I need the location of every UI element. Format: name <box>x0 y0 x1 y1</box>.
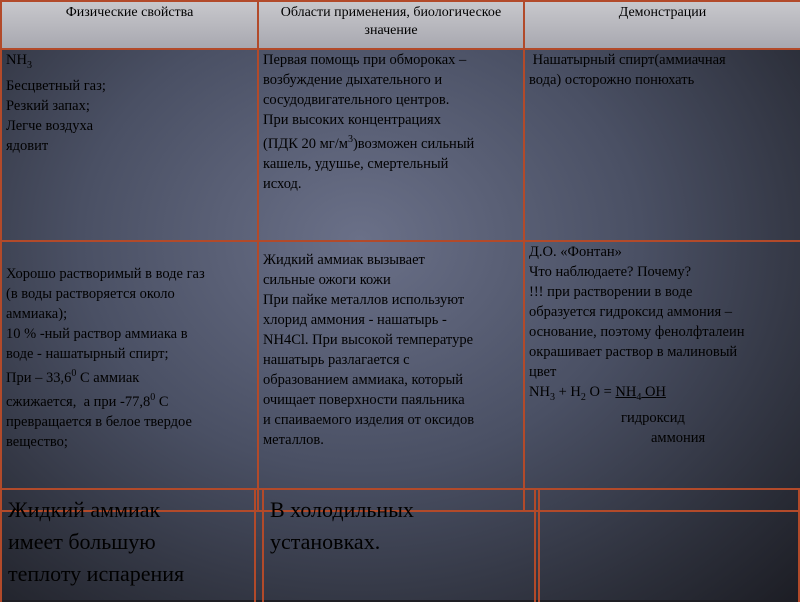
equation-label: аммония <box>651 429 706 446</box>
header-applications: Области применения, биологическое значение <box>258 1 524 49</box>
text-line: сильные ожоги кожи <box>263 272 391 288</box>
formula-nh3: $NH_3$ <box>6 52 32 71</box>
text-line: нашатырь разлагается с <box>263 352 410 368</box>
text-line: Что наблюдаете? Почему? <box>529 264 692 280</box>
cell-applications-1 <box>258 49 524 241</box>
text-line: Жидкий аммиак вызывает <box>263 252 425 268</box>
text-line: При высоких концентрациях <box>263 112 441 128</box>
temperature-line: сжижается, а при -77,8$^0$ С <box>6 391 169 410</box>
text-line: вещество; <box>6 433 68 450</box>
text-line: цвет <box>529 364 557 380</box>
text-line: кашель, удушье, смертельный <box>263 155 449 172</box>
cell-demonstrations-2 <box>524 241 800 511</box>
bottom-cell-property <box>0 490 256 602</box>
text-line: сосудодвигательного центров. <box>263 92 450 108</box>
text-line: аммиака); <box>6 306 68 322</box>
text-line: образованием аммиака, который <box>263 372 464 388</box>
text-line: В холодильных <box>270 497 414 522</box>
text-line: 10 % -ный раствор аммиака в <box>6 326 188 342</box>
text-line: Первая помощь при обмороках – <box>263 52 467 68</box>
text-line: и спаиваемого изделия от оксидов <box>263 412 475 428</box>
bottom-cell-empty <box>538 490 800 602</box>
text-line: вода) осторожно понюхать <box>529 72 695 88</box>
cell-demonstrations-1 <box>524 49 800 241</box>
text-line: воде - нашатырный спирт; <box>6 346 169 362</box>
text-line: исход. <box>263 175 302 192</box>
text-line: очищает поверхности паяльника <box>263 392 465 408</box>
cell-physical-2 <box>1 241 258 511</box>
text-line: окрашивает раствор в малиновый <box>529 344 738 360</box>
header-demonstrations: Демонстрации <box>524 1 800 49</box>
bottom-row <box>0 488 800 602</box>
equation-label: гидроксид <box>621 409 685 426</box>
header-row <box>1 1 800 49</box>
text-line: установках. <box>270 529 381 554</box>
table-row <box>1 241 800 511</box>
temperature-line: При – 33,6$^0$ С аммиак <box>6 368 140 386</box>
cell-applications-2 <box>258 241 524 511</box>
text-line: Легче воздуха <box>6 117 94 134</box>
text-line: Резкий запах; <box>6 97 90 114</box>
text-line: NH4Cl. При высокой температуре <box>263 332 474 348</box>
text-line: Д.О. «Фонтан» <box>529 244 622 260</box>
text-line: металлов. <box>263 432 324 448</box>
text-line: Жидкий аммиак <box>8 497 161 522</box>
table-row <box>1 49 800 241</box>
text-line: образуется гидроксид аммония – <box>529 304 733 320</box>
text-line: имеет большую <box>8 529 156 554</box>
text-line: основание, поэтому фенолфталеин <box>529 324 745 340</box>
text-line: ядовит <box>6 137 49 154</box>
text-line: Бесцветный газ; <box>6 77 106 94</box>
pdk-line: (ПДК 20 $мг/м^3)возможен$ сильный <box>263 134 475 152</box>
header-physical-properties: Физические свойства <box>1 1 258 49</box>
text-line: возбуждение дыхательного и <box>263 72 443 88</box>
text-line: Хорошо растворимый в воде газ <box>6 266 205 282</box>
text-line: превращается в белое твердое <box>6 413 192 430</box>
text-line: !!! при растворении в воде <box>529 284 693 300</box>
reaction-equation: $NH_3 + H_2$ $O = NH_4$ OH <box>529 384 666 403</box>
text-line: Нашатырный спирт(аммиачная <box>529 52 726 68</box>
text-line: хлорид аммония - нашатырь - <box>263 312 447 328</box>
text-line: (в воды растворяется около <box>6 286 175 302</box>
text-line: теплоту испарения <box>8 561 185 586</box>
text-line: При пайке металлов используют <box>263 292 465 308</box>
cell-physical-1 <box>1 49 258 241</box>
bottom-cell-application <box>262 490 536 602</box>
